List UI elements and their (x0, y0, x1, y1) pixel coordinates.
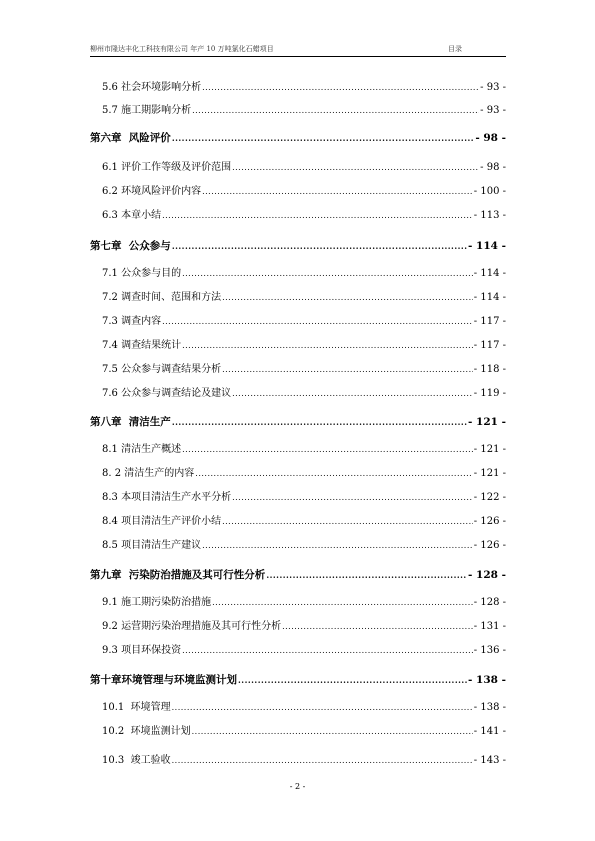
toc-entry-number: 7.2 (102, 292, 118, 303)
toc-entry-page: - 121 - (473, 444, 506, 455)
toc-entry-number: 10.3 (102, 755, 125, 766)
toc-dot-leader (192, 726, 473, 738)
toc-entry-number: 8. 2 (102, 468, 122, 479)
toc-entry-page: - 119 - (473, 388, 506, 399)
toc-section-entry[interactable] (90, 593, 506, 609)
toc-entry-page: - 126 - (473, 540, 506, 551)
toc-section-entry[interactable] (90, 512, 506, 528)
toc-entry-title: 施工期影响分析 (117, 105, 192, 116)
toc-dot-leader (182, 340, 473, 352)
toc-section-entry[interactable] (90, 751, 506, 767)
toc-chapter-entry[interactable] (90, 236, 506, 252)
toc-section-entry[interactable] (90, 182, 506, 198)
toc-dot-leader (232, 162, 479, 174)
toc-entry-number: 7.5 (102, 364, 118, 375)
toc-dot-leader (172, 416, 467, 428)
toc-dot-leader (222, 516, 473, 528)
toc-section-entry[interactable] (90, 360, 506, 376)
toc-entry-page: - 98 - (475, 132, 506, 144)
toc-entry-title: 竣工验收 (124, 755, 171, 766)
toc-section-entry[interactable] (90, 264, 506, 280)
toc-dot-leader (238, 674, 467, 686)
toc-entry-title: 环境风险评价内容 (117, 186, 202, 197)
toc-entry-title: 清洁生产 (121, 416, 171, 428)
toc-entry-title: 项目清洁生产评价小结 (117, 516, 222, 527)
toc-entry-title: 公众参与调查结论及建议 (117, 388, 232, 399)
toc-dot-leader (212, 597, 473, 609)
toc-entry-page: - 131 - (473, 621, 506, 632)
toc-entry-title: 风险评价 (121, 132, 171, 144)
toc-entry-title: 项目环保投资 (117, 645, 182, 656)
toc-entry-number: 第七章 (90, 240, 122, 252)
toc-entry-number: 10.2 (102, 726, 125, 737)
toc-entry-number: 6.2 (102, 186, 118, 197)
toc-entry-number: 5.7 (102, 105, 118, 116)
toc-entry-title: 污染防治措施及其可行性分析 (121, 569, 266, 581)
toc-entry-number: 第九章 (90, 569, 122, 581)
toc-entry-page: - 98 - (480, 162, 506, 173)
toc-dot-leader (266, 569, 467, 581)
toc-section-entry[interactable] (90, 312, 506, 328)
toc-entry-number: 6.1 (102, 162, 118, 173)
toc-entry-title: 公众参与 (121, 240, 171, 252)
toc-entry-title: 施工期污染防治措施 (117, 597, 212, 608)
toc-entry-title: 公众参与目的 (117, 268, 182, 279)
toc-entry-page: - 114 - (473, 268, 506, 279)
toc-dot-leader (182, 645, 473, 657)
toc-dot-leader (182, 268, 473, 280)
toc-entry-number: 7.3 (102, 316, 118, 327)
toc-dot-leader (222, 292, 473, 304)
toc-entry-page: - 143 - (473, 755, 506, 766)
toc-chapter-entry[interactable] (90, 128, 506, 144)
toc-entry-title: 清洁生产的内容 (121, 468, 195, 479)
toc-entry-page: - 114 - (468, 240, 506, 252)
toc-entry-number: 5.6 (102, 82, 118, 93)
toc-dot-leader (172, 755, 473, 767)
toc-section-entry[interactable] (90, 384, 506, 400)
toc-dot-leader (182, 444, 473, 456)
toc-dot-leader (162, 316, 473, 328)
toc-section-entry[interactable] (90, 78, 506, 94)
toc-entry-title: 环境管理 (124, 702, 171, 713)
toc-entry-number: 9.2 (102, 621, 118, 632)
toc-entry-title: 清洁生产概述 (117, 444, 182, 455)
toc-entry-page: - 138 - (473, 702, 506, 713)
toc-entry-title: 调查结果统计 (117, 340, 182, 351)
toc-entry-page: - 128 - (468, 569, 506, 581)
toc-section-entry[interactable] (90, 617, 506, 633)
toc-section-entry[interactable] (90, 206, 506, 222)
page-number: - 2 - (289, 782, 306, 791)
toc-section-entry[interactable] (90, 488, 506, 504)
toc-entry-title: 环境管理与环境监测计划 (121, 674, 237, 686)
toc-entry-title: 调查内容 (117, 316, 162, 327)
toc-section-entry[interactable] (90, 536, 506, 552)
toc-entry-page: - 114 - (473, 292, 506, 303)
toc-chapter-entry[interactable] (90, 670, 506, 686)
toc-dot-leader (202, 540, 473, 552)
toc-section-entry[interactable] (90, 288, 506, 304)
toc-entry-page: - 121 - (473, 468, 506, 479)
toc-entry-number: 第十章 (90, 674, 122, 686)
toc-entry-page: - 93 - (480, 82, 506, 93)
toc-entry-page: - 118 - (473, 364, 506, 375)
toc-entry-number: 6.3 (102, 210, 118, 221)
toc-entry-number: 10.1 (102, 702, 125, 713)
toc-entry-page: - 121 - (468, 416, 506, 428)
header-section-title: 目录 (448, 45, 462, 53)
toc-entry-page: - 126 - (473, 516, 506, 527)
toc-entry-number: 7.6 (102, 388, 118, 399)
toc-entry-page: - 141 - (473, 726, 506, 737)
toc-dot-leader (195, 468, 473, 480)
toc-dot-leader (172, 702, 473, 714)
toc-entry-title: 本章小结 (117, 210, 162, 221)
toc-entry-title: 运营期污染治理措施及其可行性分析 (117, 621, 282, 632)
toc-entry-number: 8.3 (102, 492, 118, 503)
toc-section-entry[interactable] (90, 101, 506, 117)
toc-entry-page: - 117 - (473, 316, 506, 327)
toc-section-entry[interactable] (90, 722, 506, 738)
toc-dot-leader (232, 388, 473, 400)
toc-entry-title: 调查时间、范围和方法 (117, 292, 222, 303)
toc-entry-title: 本项目清洁生产水平分析 (117, 492, 232, 503)
toc-entry-page: - 128 - (473, 597, 506, 608)
toc-dot-leader (202, 82, 479, 94)
header-project-title: 柳州市隆达丰化工科技有限公司 年产 10 万吨氯化石蜡项目 (90, 45, 274, 53)
toc-section-entry[interactable] (90, 336, 506, 352)
toc-section-entry[interactable] (90, 698, 506, 714)
toc-entry-number: 7.4 (102, 340, 118, 351)
toc-chapter-entry[interactable] (90, 565, 506, 581)
toc-dot-leader (202, 186, 473, 198)
toc-entry-page: - 117 - (473, 340, 506, 351)
toc-dot-leader (232, 492, 473, 504)
toc-dot-leader (222, 364, 473, 376)
toc-entry-page: - 122 - (473, 492, 506, 503)
toc-entry-number: 8.5 (102, 540, 118, 551)
toc-dot-leader (172, 240, 467, 252)
toc-entry-page: - 113 - (473, 210, 506, 221)
toc-entry-page: - 100 - (473, 186, 506, 197)
toc-section-entry[interactable] (90, 464, 506, 480)
toc-entry-number: 8.4 (102, 516, 118, 527)
toc-section-entry[interactable] (90, 440, 506, 456)
toc-entry-number: 第八章 (90, 416, 122, 428)
toc-entry-number: 8.1 (102, 444, 118, 455)
toc-entry-page: - 93 - (480, 105, 506, 116)
toc-entry-number: 9.3 (102, 645, 118, 656)
toc-entry-title: 评价工作等级及评价范围 (117, 162, 232, 173)
toc-entry-title: 环境监测计划 (124, 726, 191, 737)
toc-entry-title: 公众参与调查结果分析 (117, 364, 222, 375)
toc-entry-page: - 138 - (468, 674, 506, 686)
toc-entry-number: 7.1 (102, 268, 118, 279)
toc-section-entry[interactable] (90, 641, 506, 657)
toc-entry-number: 第六章 (90, 132, 122, 144)
toc-section-entry[interactable] (90, 158, 506, 174)
toc-chapter-entry[interactable] (90, 412, 506, 428)
toc-dot-leader (282, 621, 473, 633)
toc-dot-leader (192, 105, 479, 117)
toc-entry-title: 社会环境影响分析 (117, 82, 202, 93)
toc-entry-number: 9.1 (102, 597, 118, 608)
page-header (90, 42, 506, 57)
toc-dot-leader (162, 210, 473, 222)
toc-entry-title: 项目清洁生产建议 (117, 540, 202, 551)
toc-dot-leader (172, 132, 475, 144)
toc-entry-page: - 136 - (473, 645, 506, 656)
